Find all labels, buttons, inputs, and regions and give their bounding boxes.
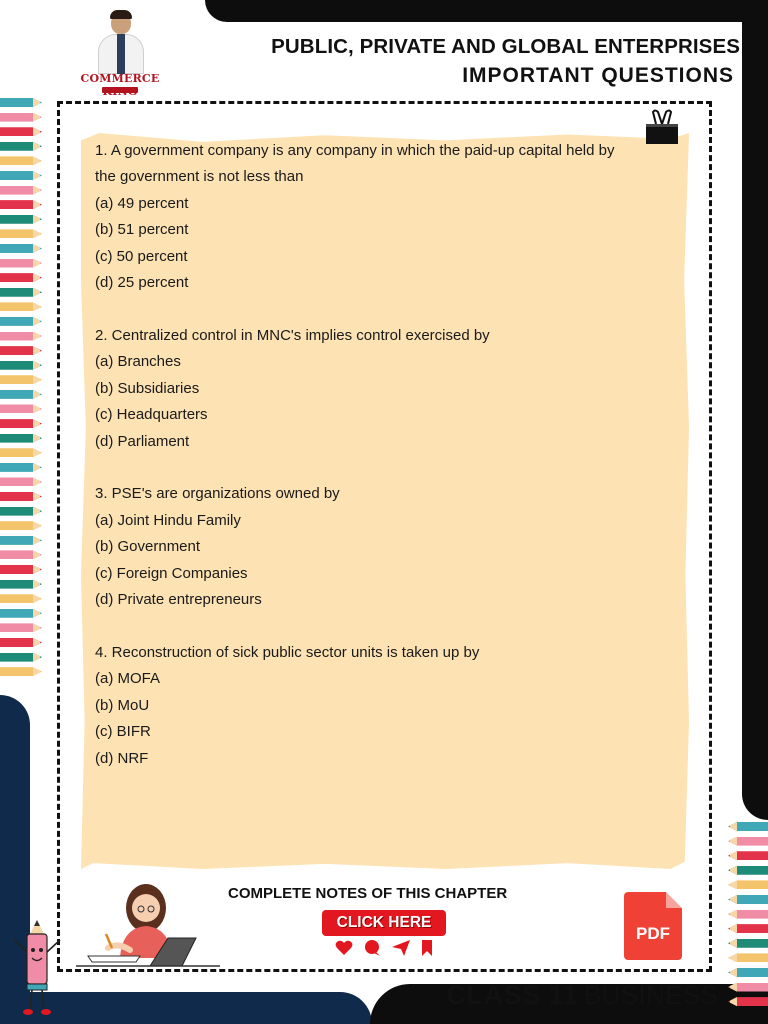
question-text: 3. PSE's are organizations owned by [95, 485, 340, 503]
answer-option: (a) 49 percent [95, 194, 189, 212]
question-list [95, 138, 685, 799]
heart-icon[interactable] [336, 941, 353, 955]
pencil-column-right [728, 822, 768, 1012]
question-text: 1. A government company is any company in which the paid-up capital held by [95, 142, 615, 159]
share-icon[interactable] [392, 940, 410, 956]
pencil-decoration [0, 609, 42, 618]
pencil-decoration [0, 171, 42, 180]
comment-icon[interactable] [365, 940, 380, 956]
pencil-decoration [728, 851, 768, 860]
pencil-decoration [728, 895, 768, 904]
pencil-mascot-illustration [10, 918, 65, 1018]
answer-option: (b) Subsidiaries [95, 379, 200, 397]
pencil-decoration [0, 259, 42, 268]
pencil-decoration [0, 404, 42, 413]
question-text: 2. Centralized control in MNC's implies control exercised by [95, 326, 490, 344]
pencil-decoration [0, 419, 42, 428]
pencil-decoration [0, 623, 42, 632]
pencil-decoration [0, 317, 42, 326]
answer-option: (d) 25 percent [95, 274, 189, 292]
pencil-decoration [0, 536, 42, 545]
page-subtitle: IMPORTANT QUESTIONS [462, 64, 734, 87]
page-title: PUBLIC, PRIVATE AND GLOBAL ENTERPRISES [271, 35, 740, 58]
pencil-decoration [0, 390, 42, 399]
pencil-decoration [728, 822, 768, 831]
pencil-decoration [0, 98, 42, 107]
pencil-decoration [0, 332, 42, 341]
answer-option: (c) 50 percent [95, 247, 188, 265]
pencil-decoration [728, 910, 768, 919]
pencil-decoration [0, 200, 42, 209]
class-subject-label [447, 980, 718, 1011]
pencil-decoration [0, 594, 42, 603]
pdf-label[interactable]: PDF [636, 924, 670, 943]
pencil-decoration [0, 229, 42, 238]
brand-name: COMMERCE [80, 72, 160, 85]
question-text: 4. Reconstruction of sick public sector units is taken up by [95, 644, 480, 661]
pencil-decoration [0, 375, 42, 384]
pencil-decoration [0, 142, 42, 151]
pencil-decoration [0, 302, 42, 311]
pencil-decoration [0, 521, 42, 530]
pencil-decoration [0, 127, 42, 136]
pencil-decoration [0, 667, 42, 676]
pencil-decoration [0, 477, 42, 486]
pencil-decoration [728, 837, 768, 846]
answer-option: (a) MOFA [95, 670, 161, 688]
answer-option: (d) Private entrepreneurs [95, 591, 262, 609]
avatar [96, 10, 146, 74]
question-text: the government is not less than [95, 168, 304, 186]
answer-option: (d) Parliament [95, 432, 190, 450]
subject-label: BUSINESS [584, 980, 718, 1010]
pencil-decoration [0, 463, 42, 472]
student-illustration [68, 878, 228, 973]
pencil-decoration [0, 113, 42, 122]
answer-option: (a) Branches [95, 353, 181, 371]
pencil-decoration [0, 288, 42, 297]
answer-option: (c) Headquarters [95, 406, 208, 424]
brand-logo[interactable] [66, 10, 174, 94]
pencil-decoration [0, 244, 42, 253]
notes-heading: COMPLETE NOTES OF THIS CHAPTER [228, 885, 508, 902]
question-block [95, 640, 685, 772]
top-decor-band [205, 0, 768, 22]
pencil-decoration [0, 434, 42, 443]
answer-option: (b) Government [95, 538, 201, 556]
click-here-button[interactable]: CLICK HERE [322, 910, 446, 936]
question-block [95, 323, 685, 455]
pencil-decoration [728, 968, 768, 977]
answer-option: (b) 51 percent [95, 221, 189, 239]
pencil-decoration [728, 924, 768, 933]
pencil-decoration [0, 653, 42, 662]
pencil-decoration [728, 866, 768, 875]
pencil-decoration [0, 550, 42, 559]
pencil-decoration [0, 565, 42, 574]
social-icons [334, 938, 438, 958]
pencil-decoration [0, 273, 42, 282]
pencil-decoration [728, 953, 768, 962]
question-block [95, 138, 685, 296]
pencil-decoration [0, 156, 42, 165]
pencil-decoration [0, 346, 42, 355]
pencil-column-left [0, 98, 42, 682]
pencil-decoration [0, 448, 42, 457]
pencil-decoration [0, 492, 42, 501]
pencil-decoration [728, 939, 768, 948]
pencil-decoration [0, 361, 42, 370]
right-decor-band [742, 0, 768, 820]
bookmark-icon[interactable] [422, 940, 432, 956]
pencil-decoration [0, 215, 42, 224]
answer-option: (b) MoU [95, 696, 150, 714]
answer-option: (a) Joint Hindu Family [95, 511, 241, 529]
pencil-decoration [0, 507, 42, 516]
answer-option: (d) NRF [95, 749, 149, 767]
answer-option: (c) BIFR [95, 723, 151, 741]
pencil-decoration [0, 186, 42, 195]
class-label: CLASS 11 [446, 980, 579, 1010]
pencil-decoration [728, 983, 768, 992]
brand-tagline-bar [102, 87, 138, 93]
question-block [95, 481, 685, 613]
answer-option: (c) Foreign Companies [95, 564, 248, 582]
pencil-decoration [0, 638, 42, 647]
pencil-decoration [728, 880, 768, 889]
pencil-decoration [0, 580, 42, 589]
pencil-decoration [728, 997, 768, 1006]
